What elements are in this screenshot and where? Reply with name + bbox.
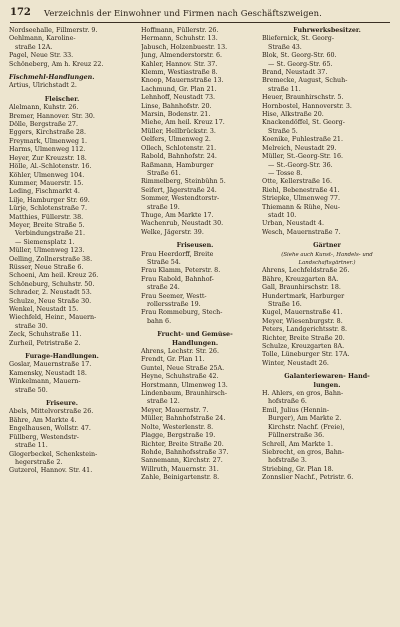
directory-entry: Sannemann, Kirchstr. 27. xyxy=(141,457,223,465)
directory-entry: Riehl, Bebenestraße 41. xyxy=(262,186,340,194)
directory-entry: Thiemann & Rühe, Neu- xyxy=(262,203,341,211)
directory-entry: straße 12A. xyxy=(15,43,53,51)
directory-entry: Siebrecht, en gros, Bahn- xyxy=(262,448,345,456)
directory-entry: Kummer, Mauerstr. 15. xyxy=(9,179,84,187)
column-right xyxy=(262,27,392,483)
section-heading: Fischmehl-Handlungen. xyxy=(9,74,95,82)
directory-entry: Straße 43. xyxy=(268,43,302,51)
column-left xyxy=(9,27,115,476)
directory-entry: Winkelmann, Mauern- xyxy=(9,378,81,386)
directory-entry: — St.-Georg-Str. 36. xyxy=(268,161,333,169)
directory-entry: Urban, Neustadt 4. xyxy=(262,220,324,228)
directory-entry: Oelfers, Ulmenweg 2. xyxy=(141,136,211,144)
directory-entry: Blok, St. Georg-Str. 60. xyxy=(262,52,337,60)
directory-entry: Zahle, Beinigartenstr. 8. xyxy=(141,474,220,482)
directory-entry: — St. Georg-Str. 65. xyxy=(268,60,333,68)
directory-entry: Hundertmark, Harburger xyxy=(262,292,345,300)
directory-entry: Lindenbaum, Braunhirsch- xyxy=(141,390,228,398)
directory-entry: Goslar, Mauernstraße 17. xyxy=(9,361,92,369)
directory-entry: Frau Klamm, Peterstr. 8. xyxy=(141,267,221,275)
section-heading: Galanteriewaren- Hand- xyxy=(284,373,370,381)
directory-entry: Knackendöffel, St. Georg- xyxy=(262,119,345,127)
directory-entry: Verbindungstraße 21. xyxy=(15,230,85,238)
directory-entry: Pagel, Neue Str. 33. xyxy=(9,52,74,60)
directory-entry: Gutzerol, Hannov. Str. 41. xyxy=(9,467,93,475)
directory-entry: Ahrens, Lechstr. Str. 26. xyxy=(141,348,219,356)
section-heading: Friseure. xyxy=(46,400,78,408)
section-heading: Friseusen. xyxy=(176,242,214,250)
section-heading: Fuhrwerksbesitzer. xyxy=(293,27,361,34)
directory-entry: Kahler, Hannov. Str. 37. xyxy=(141,60,218,68)
directory-entry: Sommer, Westendtorstr- xyxy=(141,195,220,203)
directory-entry: — Tosse 8. xyxy=(268,169,303,177)
directory-entry: Ollech, Schlotenstr. 21. xyxy=(141,144,217,152)
directory-entry: Füllberg, Westendstr- xyxy=(9,433,79,441)
directory-entry: Schöneburg, Schuhstr. 50. xyxy=(9,280,95,288)
section-heading: lungen. xyxy=(313,381,341,389)
directory-entry: straße 30. xyxy=(15,322,48,330)
directory-entry: Rüsser, Neue Straße 6. xyxy=(9,263,84,271)
directory-entry: Hölle, Al.-Schlotenstr. 16. xyxy=(9,163,92,171)
column-middle xyxy=(141,27,249,483)
directory-entry: Linse, Bahnhofstr. 20. xyxy=(141,102,212,110)
section-note: Landschaftsgärtner.) xyxy=(298,259,356,266)
directory-entry: Hornbostel, Hannoverstr. 3. xyxy=(262,102,352,110)
directory-entry: Lilje, Hamburger Str. 69. xyxy=(9,196,90,204)
directory-entry: Otte, Kellerstraße 16. xyxy=(262,178,332,186)
directory-entry: hofstraße 3. xyxy=(268,457,307,465)
directory-entry: Thuge, Am Markte 17. xyxy=(141,211,214,219)
directory-entry: Schöneberg, Am h. Kreuz 22. xyxy=(9,60,104,68)
directory-entry: Meyer, Wiesenburgstr. 8. xyxy=(262,317,343,325)
directory-entry: Matthies, Füllerstr. 38. xyxy=(9,213,84,221)
directory-entry: Harms, Ulmenweg 112. xyxy=(9,146,86,154)
directory-entry: stadt 10. xyxy=(268,211,297,219)
directory-entry: straße 12. xyxy=(147,398,180,406)
directory-entry: Füllnerstraße 36. xyxy=(268,432,325,440)
directory-entry: Frau Rommeburg, Stech- xyxy=(141,309,223,317)
directory-entry: Striebing, Gr. Plan 18. xyxy=(262,465,334,473)
directory-entry: Brand, Neustadt 37. xyxy=(262,69,328,77)
directory-entry: Frau Rabold, Bahnhof- xyxy=(141,275,214,283)
directory-entry: Raßmann, Hamburger xyxy=(141,161,214,169)
directory-entry: Welke, Jägerstr. 39. xyxy=(141,228,204,236)
directory-entry: Wiechfeld, Heinr., Mauern- xyxy=(9,314,97,322)
section-heading: Gärtner xyxy=(313,242,341,250)
directory-entry: Richter, Breite Straße 20. xyxy=(141,440,224,448)
directory-entry: H. Ahlers, en gros, Bahn- xyxy=(262,390,344,398)
directory-entry: Eggers, Kirchstraße 28. xyxy=(9,129,86,137)
directory-entry: Lürje, Schlotenstraße 7. xyxy=(9,205,87,213)
directory-entry: Striepke, Ulmenweg 77. xyxy=(262,195,340,203)
directory-entry: Klemm, Westiastraße 8. xyxy=(141,69,218,77)
directory-entry: Willruth, Mauernstr. 31. xyxy=(141,465,219,473)
directory-entry: Heuer, Braunhirschstr. 5. xyxy=(262,94,344,102)
directory-entry: Frendt, Gr. Plan 11. xyxy=(141,356,205,364)
directory-entry: hegerstraße 2. xyxy=(15,458,63,466)
directory-entry: Bremer, Hannover. Str. 30. xyxy=(9,112,95,120)
directory-entry: Köhler, Ulmenweg 104. xyxy=(9,171,85,179)
directory-entry: Müller, St.-Georg-Str. 16. xyxy=(262,153,344,161)
directory-entry: Marsin, Bodenstr. 21. xyxy=(141,111,211,119)
section-note: (Siehe auch Kunst-, Handels- und xyxy=(281,251,373,258)
directory-entry: Schrader, 2. Neustadt 53. xyxy=(9,289,92,297)
directory-entry: straße 50. xyxy=(15,386,48,394)
directory-entry: Schulze, Neue Straße 30. xyxy=(9,297,92,305)
directory-entry: Melreich, Neustadt 29. xyxy=(262,144,337,152)
directory-entry: Hoffmann, Füllerstr. 26. xyxy=(141,27,219,34)
directory-entry: Lachmund, Gr. Plan 21. xyxy=(141,85,217,93)
directory-entry: Engelhausen, Wollstr. 47. xyxy=(9,425,91,433)
directory-entry: Wachenrub, Neustadt 30. xyxy=(141,220,224,228)
directory-entry: Glogerbeckel, Schenkstein- xyxy=(9,450,98,458)
page-number: 172 xyxy=(10,7,31,18)
directory-entry: Zonnslier Nachf., Petristr. 6. xyxy=(262,474,354,482)
directory-entry: rollersstraße 19. xyxy=(147,301,201,308)
directory-entry: Horstmann, Ulmenweg 13. xyxy=(141,381,228,389)
directory-entry: Jung, Almenderstorstr. 6. xyxy=(141,52,223,60)
directory-entry: Wesch, Mauernstraße 7. xyxy=(262,228,341,236)
directory-entry: Knoop, Mauernstraße 13. xyxy=(141,77,224,85)
directory-entry: straße 11. xyxy=(268,85,301,93)
directory-entry: Guntel, Neue Straße 25A. xyxy=(141,364,225,372)
directory-entry: Frau Seemer, Westt- xyxy=(141,292,207,300)
directory-entry: hofstraße 6. xyxy=(268,398,307,406)
directory-entry: Straße 5. xyxy=(268,127,298,135)
directory-entry: Schoeni, Am heil. Kreuz 26. xyxy=(9,272,99,280)
directory-entry: Seifert, Jägerstraße 24. xyxy=(141,186,217,194)
directory-entry: Nordseehalle, Fillmerstr. 9. xyxy=(9,27,98,34)
directory-entry: Tolle, Lüneburger Str. 17A. xyxy=(262,351,350,359)
directory-entry: Artius, Ulrichstadt 2. xyxy=(9,82,77,90)
directory-entry: Plagge, Bergstraße 19. xyxy=(141,432,216,440)
directory-entry: Jabusch, Holzenbuestr. 13. xyxy=(141,43,228,51)
directory-entry: Dölle, Bergstraße 27. xyxy=(9,121,78,129)
directory-entry: Oelling, Zollnerstraße 38. xyxy=(9,255,93,263)
directory-entry: Meyer, Breite Straße 5. xyxy=(9,221,85,229)
directory-entry: Straße 54. xyxy=(147,258,181,266)
directory-entry: — Siemensplatz 1. xyxy=(15,238,75,246)
directory-entry: Müller, Hellbrückstr. 3. xyxy=(141,127,216,135)
directory-entry: Miehe, Am heil. Kreuz 17. xyxy=(141,119,225,127)
directory-entry: Schrell, Am Markte 1. xyxy=(262,440,334,448)
directory-entry: Schulze, Kreuzgarten 8A. xyxy=(262,343,345,351)
directory-entry: Rimmelberg, Steinbühn 5. xyxy=(141,178,226,186)
directory-entry: Zurheil, Petristraße 2. xyxy=(9,339,81,347)
directory-entry: Freymark, Ulmenweg 1. xyxy=(9,137,88,145)
header-rule xyxy=(10,22,390,23)
directory-entry: Müller, Ulmenweg 123. xyxy=(9,247,85,255)
directory-entry: Müller, Bahnhofstraße 24. xyxy=(141,415,226,423)
running-head: Verzeichnis der Einwohner und Firmen nach Geschäftszweigen. xyxy=(44,8,322,18)
directory-entry: Winter, Neustadt 26. xyxy=(262,359,329,367)
page-header xyxy=(10,7,390,21)
directory-entry: Nolte, Westerlenstr. 8. xyxy=(141,423,214,431)
directory-entry: Heyer, Zur Kreuzstr. 18. xyxy=(9,154,87,162)
directory-entry: Straße 16. xyxy=(268,301,302,308)
directory-entry: Peters, Landgerichtsstr. 8. xyxy=(262,326,348,334)
section-heading: Frucht- und Gemüse- xyxy=(157,331,233,339)
directory-entry: straße 11. xyxy=(15,442,48,450)
directory-entry: Hermann, Schuhstr. 13. xyxy=(141,35,218,43)
directory-entry: Rohde, Bahnhofsstraße 37. xyxy=(141,448,229,456)
directory-entry: Koenike, Fuhlestraße 21. xyxy=(262,136,343,144)
directory-entry: Kugel, Mauernstraße 41. xyxy=(262,309,343,317)
directory-entry: Hise, Alkstraße 20. xyxy=(262,111,324,119)
directory-entry: Frau Heerdorff, Breite xyxy=(141,250,214,258)
directory-entry: bahn 6. xyxy=(147,317,172,325)
directory-entry: Straße 61. xyxy=(147,169,181,177)
directory-entry: Bliefernick, St. Georg- xyxy=(262,35,334,43)
directory-entry: Kamensky, Neustadt 18. xyxy=(9,369,87,377)
directory-entry: Zeck, Schuhstraße 11. xyxy=(9,331,82,339)
directory-entry: Bähre, Kreuzgarten 8A. xyxy=(262,275,339,283)
directory-entry: Kirchstr. Nachf. (Freie), xyxy=(268,423,345,431)
section-heading: Furage-Handlungen. xyxy=(25,353,99,361)
directory-entry: straße 19. xyxy=(147,203,180,211)
section-heading: Fleischer. xyxy=(44,95,80,103)
directory-entry: Abels, Mittelvorstraße 26. xyxy=(9,408,94,416)
directory-entry: Bremecke, August, Schuh- xyxy=(262,77,348,85)
directory-entry: Heyne, Schuhstraße 42. xyxy=(141,373,219,381)
directory-entry: Oehlmann, Karoline- xyxy=(9,35,76,43)
directory-entry: Alelmann, Kuhstr. 26. xyxy=(9,104,79,112)
directory-entry: Gall, Braunhirschstr. 18. xyxy=(262,284,341,292)
directory-entry: Meyer, Mauernstr. 7. xyxy=(141,406,209,414)
directory-entry: straße 24. xyxy=(147,284,180,292)
directory-entry: Emil, Julius (Hennin- xyxy=(262,406,329,414)
directory-entry: Lehnhoff, Neustadt 73. xyxy=(141,94,216,102)
directory-entry: Bähre, Am Markte 4. xyxy=(9,416,77,424)
directory-entry: Rabold, Bahnhofstr. 24. xyxy=(141,153,217,161)
directory-entry: Burger), Am Markte 2. xyxy=(268,415,342,423)
section-heading: Handlungen. xyxy=(171,339,219,347)
directory-entry: Wenkel, Neustadt 15. xyxy=(9,306,79,313)
directory-entry: Richter, Breite Straße 20. xyxy=(262,334,345,342)
directory-entry: Ahrens, Lechfeldstraße 26. xyxy=(262,267,350,275)
directory-entry: Leding, Fischmarkt 4. xyxy=(9,188,80,196)
